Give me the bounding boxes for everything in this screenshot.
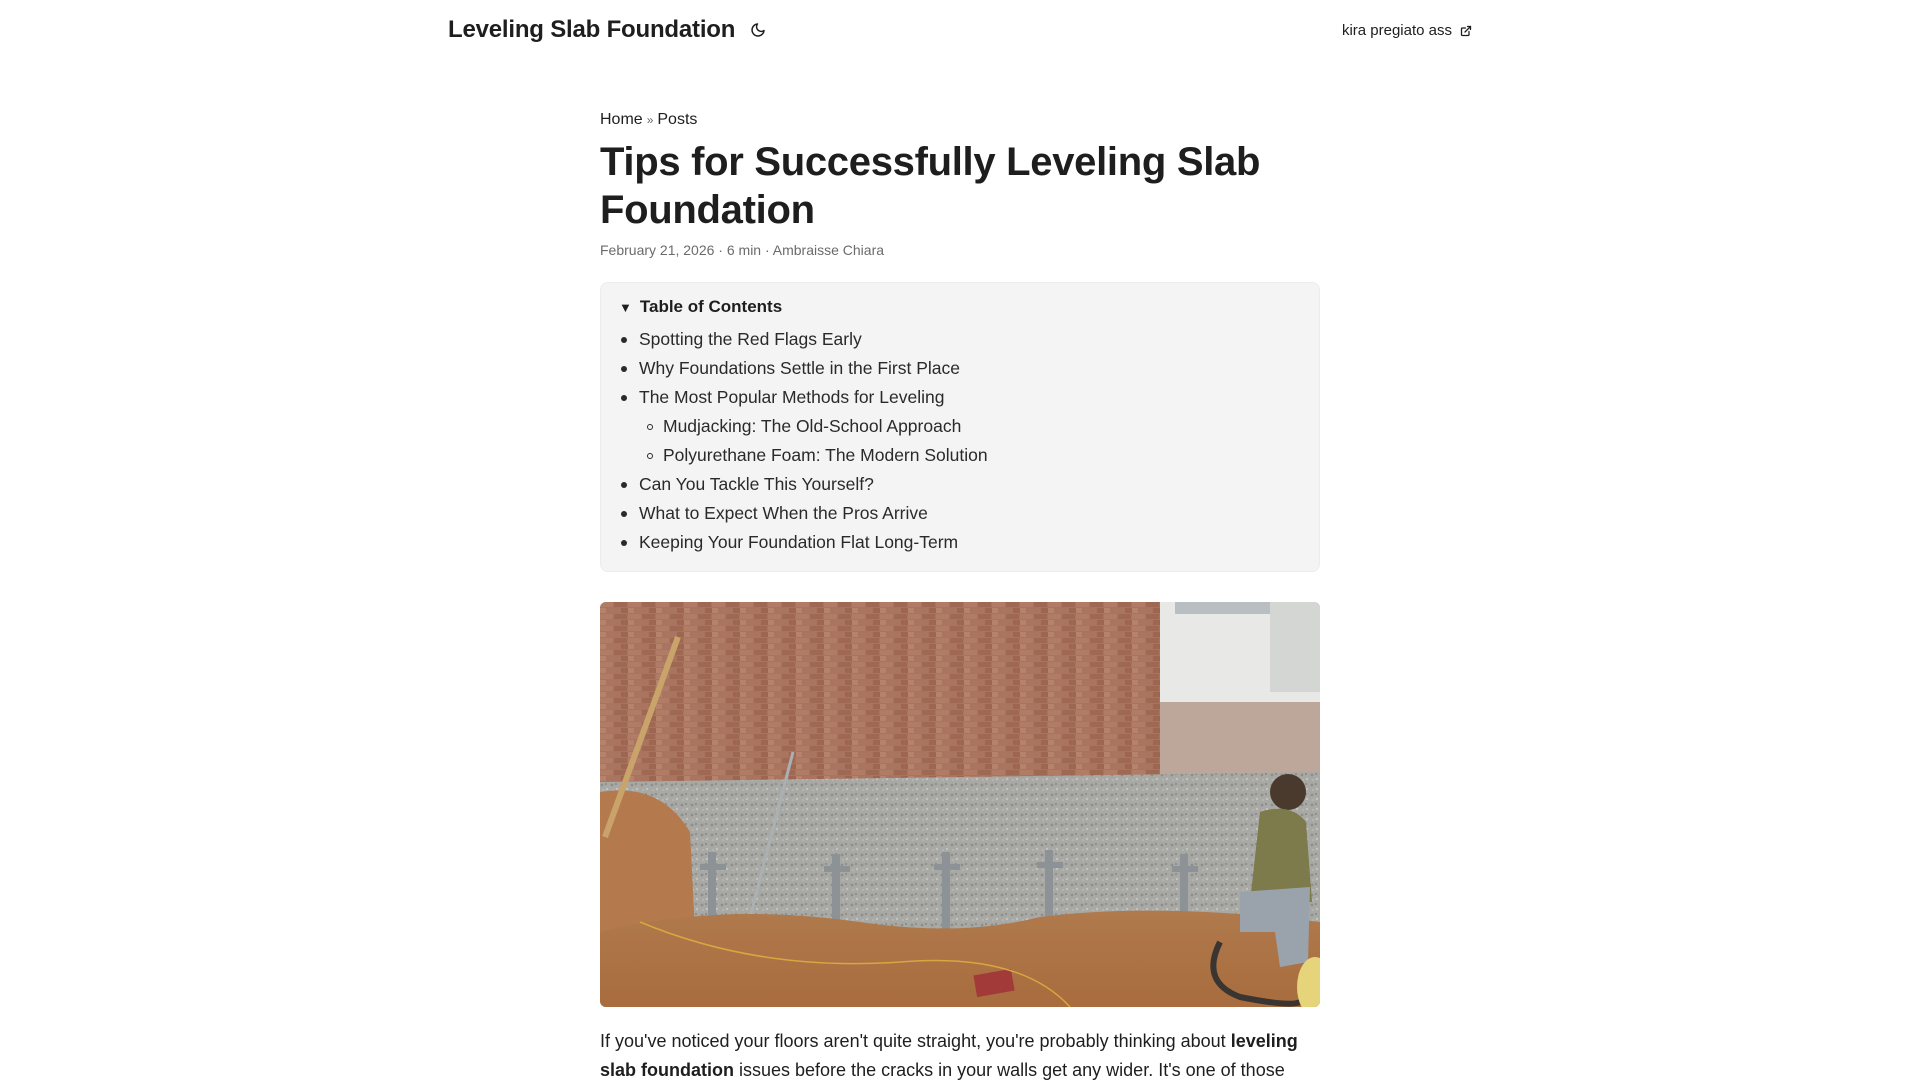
post-date: February 21, 2026 — [600, 242, 715, 258]
toc-link-red-flags[interactable]: Spotting the Red Flags Early — [639, 329, 862, 349]
cover-image — [600, 602, 1320, 1007]
caret-down-icon: ▼ — [619, 299, 632, 315]
circle-bullet-icon — [647, 453, 653, 459]
toc-item — [639, 499, 1301, 528]
external-link-icon — [1460, 24, 1472, 36]
toc-item — [639, 354, 1301, 383]
moon-icon[interactable] — [749, 21, 767, 39]
table-of-contents — [600, 282, 1320, 572]
site-header — [448, 0, 1472, 60]
breadcrumb-posts[interactable]: Posts — [657, 111, 698, 128]
toc-title: Table of Contents — [639, 297, 783, 316]
meta-separator: · — [761, 242, 773, 258]
toc-toggle[interactable] — [619, 293, 1301, 321]
intro-paragraph — [600, 1027, 1320, 1080]
toc-sublist — [639, 412, 1301, 470]
keyword-bold: leveling slab foundation — [600, 1031, 1298, 1080]
page-title: Tips for Successfully Leveling Slab Foundation — [600, 140, 1261, 232]
bullet-icon — [621, 337, 627, 343]
post-author: Ambraisse Chiara — [772, 242, 885, 258]
toc-item — [639, 325, 1301, 354]
toc-link-polyurethane[interactable]: Polyurethane Foam: The Modern Solution — [663, 445, 988, 465]
external-link-label: kira pregiato ass — [1341, 21, 1452, 39]
toc-link-methods[interactable]: The Most Popular Methods for Leveling — [639, 387, 945, 407]
post-meta — [600, 240, 1320, 260]
site-title-link[interactable]: Leveling Slab Foundation — [448, 16, 736, 43]
toc-item — [639, 528, 1301, 557]
toc-item — [639, 470, 1301, 499]
toc-link-long-term[interactable]: Keeping Your Foundation Flat Long-Term — [639, 532, 959, 552]
bullet-icon — [621, 482, 627, 488]
toc-item — [639, 383, 1301, 470]
meta-separator: · — [714, 242, 727, 258]
circle-bullet-icon — [647, 424, 653, 430]
bullet-icon — [621, 366, 627, 372]
bullet-icon — [621, 540, 627, 546]
toc-subitem — [663, 412, 1301, 441]
toc-link-why-settle[interactable]: Why Foundations Settle in the First Place — [639, 358, 960, 378]
external-profile-link[interactable] — [1342, 22, 1472, 39]
breadcrumb-separator: » — [646, 113, 654, 127]
bullet-icon — [621, 511, 627, 517]
text-run: issues before the cracks in your walls get any wider. It's one of those — [734, 1060, 1285, 1080]
toc-link-pros[interactable]: What to Expect When the Pros Arrive — [639, 503, 928, 523]
post-main — [600, 108, 1320, 1080]
bullet-icon — [621, 395, 627, 401]
breadcrumb — [600, 108, 1320, 132]
toc-link-mudjacking[interactable]: Mudjacking: The Old-School Approach — [663, 416, 962, 436]
logo-group — [448, 16, 767, 44]
post-content — [600, 1027, 1320, 1080]
breadcrumb-home[interactable]: Home — [600, 111, 643, 128]
reading-time: 6 min — [726, 242, 762, 258]
toc-link-diy[interactable]: Can You Tackle This Yourself? — [639, 474, 874, 494]
toc-subitem — [663, 441, 1301, 470]
toc-list — [619, 325, 1301, 557]
text-run: If you've noticed your floors aren't quite straight, you're probably thinking about — [600, 1031, 1231, 1051]
